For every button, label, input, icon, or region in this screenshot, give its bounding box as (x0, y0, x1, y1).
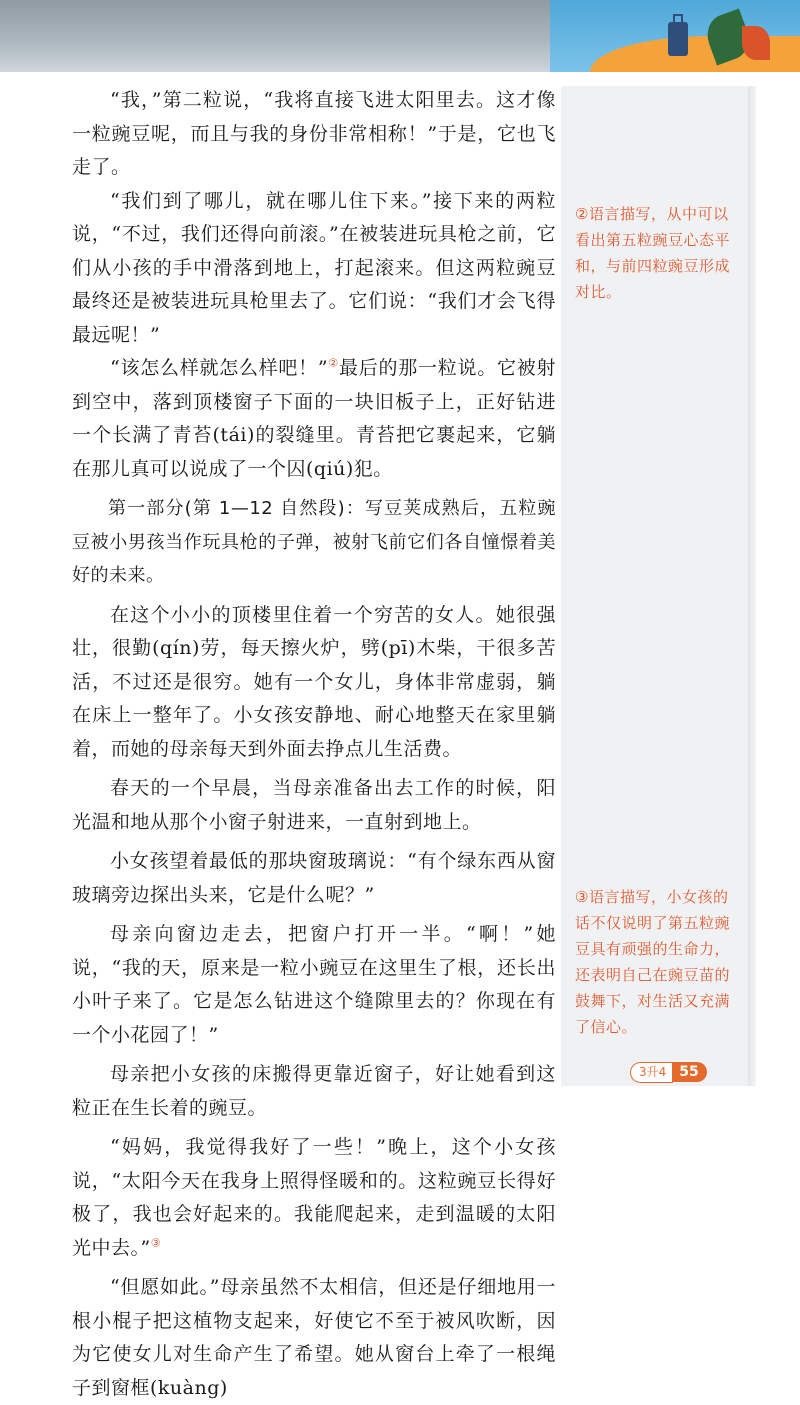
paragraph: 母亲把小女孩的床搬得更靠近窗子，好让她看到这粒正在生长着的豌豆。 (72, 1063, 556, 1119)
annotation-note-3: ③语言描写，小女孩的话不仅说明了第五粒豌豆具有顽强的生命力，还表明自己在豌豆苗的鼓舞下，对生活又充满了信心。 (575, 888, 731, 1036)
paragraph-part: “该怎么样就怎么样吧！” (110, 357, 329, 379)
footnote-marker: ② (328, 356, 339, 370)
story-text (72, 84, 556, 1405)
page-number: 55 (673, 1062, 706, 1082)
paragraph-part: 最后的那一粒说。它被射到空中，落到顶楼窗子下面的一块旧板子上，正好钻进一个长满了青苔(tái)的裂缝里。青苔把它裹起来，它躺在那儿真可以说成了一个囚(qiú)犯。 (72, 357, 556, 480)
section-summary: 第一部分(第 1—12 自然段)：写豆荚成熟后，五粒豌豆被小男孩当作玩具枪的子弹，被射飞前它们各自憧憬着美好的未来。 (72, 498, 556, 586)
grade-label: 3升4 (630, 1062, 673, 1083)
paragraph: “我，”第二粒说，“我将直接飞进太阳里去。这才像一粒豌豆呢，而且与我的身份非常相称！”于是，它也飞走了。 (72, 89, 556, 178)
paragraph (72, 352, 556, 486)
page-number-badge (630, 1061, 707, 1083)
paragraph: 小女孩望着最低的那块窗玻璃说：“有个绿东西从窗玻璃旁边探出头来，它是什么呢？” (72, 850, 556, 906)
paragraph (72, 1131, 556, 1265)
paragraph-part: “妈妈，我觉得我好了一些！”晚上，这个小女孩说，“太阳今天在我身上照得怪暖和的。这粒豌豆长得好极了，我也会好起来的。我能爬起来，走到温暖的太阳光中去。” (72, 1136, 556, 1259)
suitcase-icon (668, 22, 688, 56)
paragraph: 在这个小小的顶楼里住着一个穷苦的女人。她很强壮，很勤(qín)劳，每天擦火炉，劈(pī)木柴，干很多苦活，不过还是很穷。她有一个女儿，身体非常虚弱，躺在床上一整年了。小女孩安静地、耐心地整天在家里躺着，而她的母亲每天到外面去挣点儿生活费。 (72, 603, 556, 760)
paragraph: “我们到了哪儿，就在哪儿住下来。”接下来的两粒说，“不过，我们还得向前滚。”在被装进玩具枪之前，它们从小孩的手中滑落到地上，打起滚来。但这两粒豌豆最终还是被装进玩具枪里去了。它们说：“我们才会飞得最远呢！” (72, 189, 556, 346)
paragraph: 春天的一个早晨，当母亲准备出去工作的时候，阳光温和地从那个小窗子射进来，一直射到地上。 (72, 777, 556, 833)
leaf-icon (742, 26, 770, 60)
annotation-note-2: ②语言描写，从中可以看出第五粒豌豆心态平和，与前四粒豌豆形成对比。 (575, 205, 731, 301)
paragraph: 母亲向窗边走去，把窗户打开一半。“啊！”她说，“我的天，原来是一粒小豌豆在这里生了根，还长出小叶子来了。它是怎么钻进这个缝隙里去的？你现在有一个小花园了！” (72, 923, 556, 1046)
paragraph: “但愿如此。”母亲虽然不太相信，但还是仔细地用一根小棍子把这植物支起来，好使它不至于被风吹断，因为它使女儿对生命产生了希望。她从窗台上牵了一根绳子到窗框(kuàng) (72, 1276, 556, 1399)
header-banner (0, 0, 800, 72)
footnote-marker: ③ (150, 1236, 162, 1250)
